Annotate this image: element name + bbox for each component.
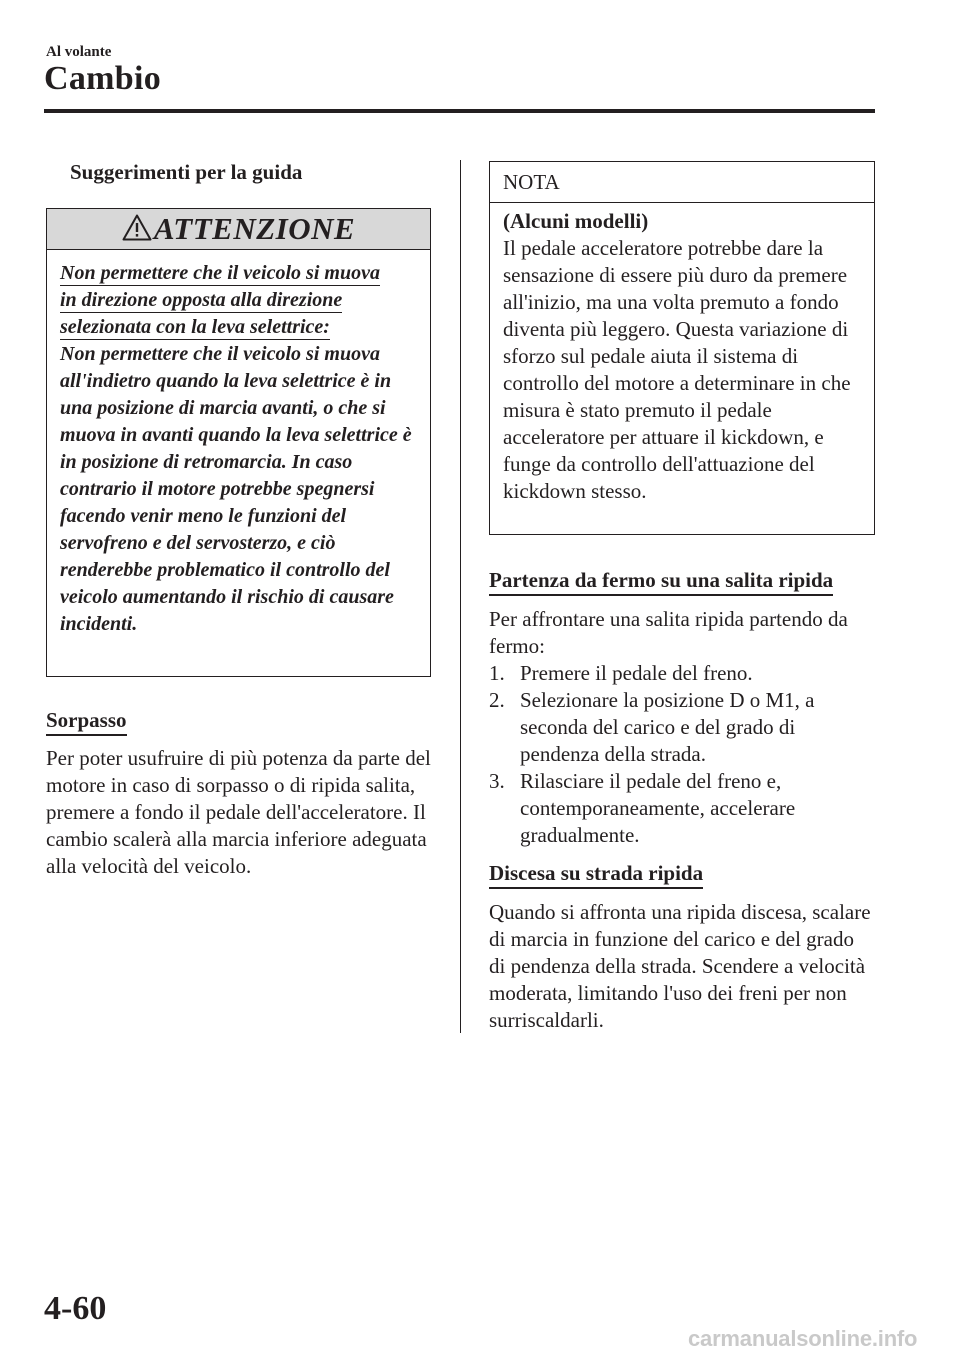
hill-start-body [489,606,879,849]
hill-step [489,687,879,768]
warning-lead-line: Non permettere che il veicolo si muova [60,262,380,284]
warning-text: Non permettere che il veicolo si muova all'indietro quando la leva selettrice è in una posizione di marcia avanti, o che si muova in avanti quando la leva selettrice è in posizione di retromarcia. In caso contrario il motore potrebbe spegnersi facendo venir meno le funzioni del servofreno e del servosterzo, e ciò renderebbe problematico il controllo del veicolo aumentando il rischio di causare incidenti. [60,343,412,635]
warning-header [47,209,430,250]
note-body [490,203,874,505]
step-text: Selezionare la posizione D o M1, a seconda del carico e del grado di pendenza della strada. [520,688,815,766]
note-header: NOTA [490,162,874,203]
page-number: 4-60 [44,1290,107,1327]
hill-start-intro: Per affrontare una salita ripida partendo da fermo: [489,607,848,658]
note-text: Il pedale acceleratore potrebbe dare la sensazione di essere più duro da premere all'inizio, ma una volta premuto a fondo diventa più leggero. Questa variazione di sforzo sul pedale aiuta il sistema di controllo del motore a determinare in che misura è stato premuto il pedale acceleratore per attuare il kickdown, e funge da controllo dell'attuazione del kickdown stesso. [503,236,851,503]
warning-lead-line: selezionata con la leva selettrice: [60,316,330,338]
hill-start-heading: Partenza da fermo su una salita ripida [489,568,833,596]
watermark: carmanualsonline.info [688,1326,918,1351]
warning-title: ATTENZIONE [153,211,356,246]
step-number: 1. [489,661,505,685]
overtaking-heading: Sorpasso [46,708,127,736]
warning-lead-line: in direzione opposta alla direzione [60,289,343,311]
column-divider [460,160,461,1033]
warning-triangle-icon [122,214,152,241]
warning-body [47,250,430,638]
hill-step [489,660,879,687]
hill-step [489,768,879,849]
downhill-text: Quando si affronta una ripida discesa, scalare di marcia in funzione del carico e del grado di pendenza della strada. Scendere a velocità moderata, limitando l'uso dei freni per non surriscaldarli. [489,900,871,1032]
section-label: Al volante [46,44,112,60]
header-rule [44,109,875,113]
note-subtitle: (Alcuni modelli) [503,209,649,233]
tips-heading: Suggerimenti per la guida [70,160,303,184]
chapter-title: Cambio [44,60,162,97]
note-box [489,161,875,535]
step-text: Rilasciare il pedale del freno e, contemporaneamente, accelerare gradualmente. [520,769,796,847]
overtaking-text: Per poter usufruire di più potenza da parte del motore in caso di sorpasso o di ripida salita, premere a fondo il pedale dell'acceleratore. Il cambio scalerà alla marcia inferiore adeguata alla velocità del veicolo. [46,746,431,878]
step-number: 2. [489,688,505,712]
warning-box [46,208,431,677]
downhill-heading: Discesa su strada ripida [489,861,703,889]
step-number: 3. [489,769,505,793]
step-text: Premere il pedale del freno. [520,661,753,685]
warning-lead [60,260,418,341]
